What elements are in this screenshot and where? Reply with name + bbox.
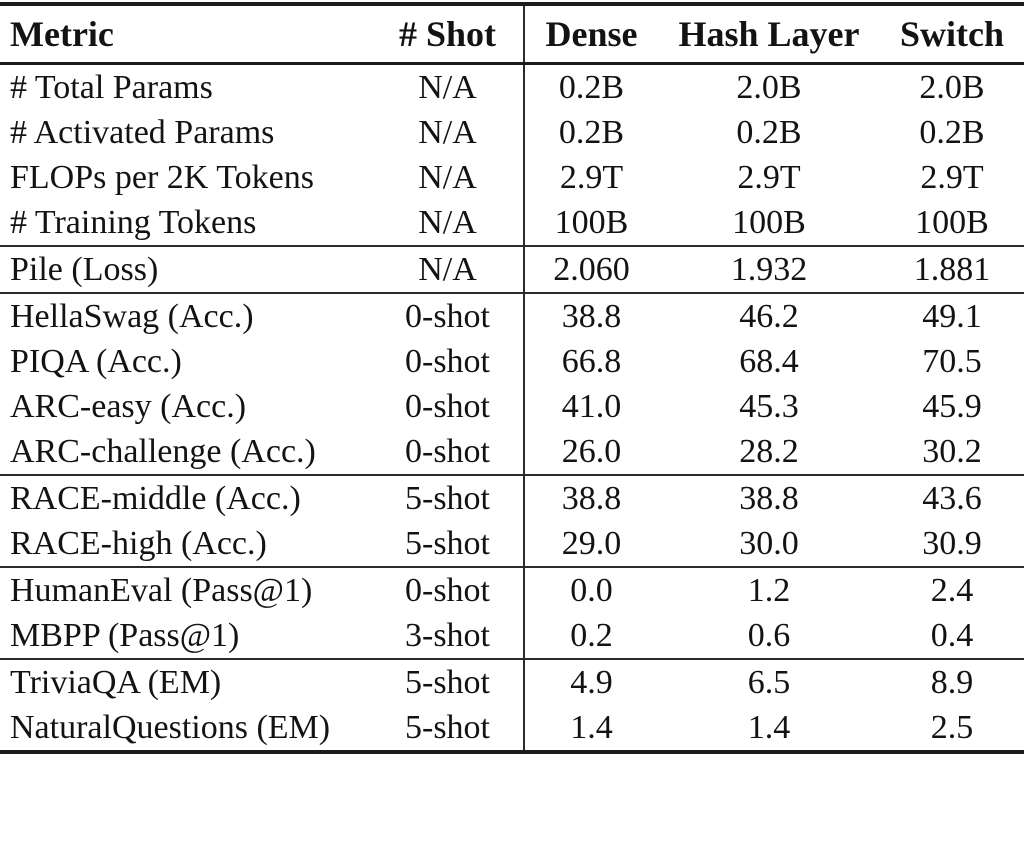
cell-hash-layer: 0.6 [747,617,791,654]
cell-shot: 5-shot [405,664,490,701]
cell-shot: 0-shot [405,433,490,470]
cell-dense: 41.0 [524,384,658,429]
table-row [0,64,1024,111]
cell-hash-layer: 1.2 [747,572,791,609]
cell-metric: FLOPs per 2K Tokens [10,159,314,196]
table-row [0,200,1024,246]
cell-hash-layer: 0.2B [736,114,802,151]
cell-metric: ARC-easy (Acc.) [10,388,247,425]
cell-switch: 8.9 [930,664,974,701]
table-row [0,155,1024,200]
cell-shot: 3-shot [405,617,490,654]
cell-hash-layer: 68.4 [739,343,799,380]
col-header-hash-layer: Hash Layer [678,14,860,54]
cell-dense: 38.8 [524,475,658,521]
cell-metric: NaturalQuestions (EM) [10,709,331,746]
table-row [0,475,1024,521]
cell-dense: 2.9T [524,155,658,200]
cell-metric: # Total Params [10,69,213,106]
section-commonsense-accuracy [0,293,1024,475]
cell-switch: 70.5 [922,343,982,380]
cell-dense: 66.8 [524,339,658,384]
cell-metric: MBPP (Pass@1) [10,617,240,654]
section-reading-comprehension [0,475,1024,567]
col-header-dense: Dense [524,4,658,64]
section-model-architecture [0,64,1024,247]
cell-metric: TriviaQA (EM) [10,664,222,701]
cell-shot: N/A [418,114,477,151]
cell-shot: N/A [418,69,477,106]
section-pretraining-loss [0,246,1024,293]
cell-hash-layer: 45.3 [739,388,799,425]
section-closed-book-qa [0,659,1024,752]
cell-shot: N/A [418,251,477,288]
table-row [0,521,1024,567]
cell-switch: 2.4 [930,572,974,609]
cell-metric: Pile (Loss) [10,251,159,288]
cell-metric: HumanEval (Pass@1) [10,572,313,609]
cell-switch: 0.4 [930,617,974,654]
cell-dense: 2.060 [524,246,658,293]
cell-shot: 0-shot [405,298,490,335]
table-row [0,110,1024,155]
cell-metric: RACE-middle (Acc.) [10,480,301,517]
cell-switch: 1.881 [913,251,991,288]
cell-hash-layer: 28.2 [739,433,799,470]
cell-hash-layer: 6.5 [747,664,791,701]
cell-hash-layer: 2.9T [737,159,801,196]
cell-metric: PIQA (Acc.) [10,343,182,380]
header-row [0,4,1024,64]
table-row [0,705,1024,752]
col-header-shot: # Shot [398,14,497,54]
results-table [0,2,1024,754]
table-row [0,339,1024,384]
cell-dense: 4.9 [524,659,658,705]
table-row [0,429,1024,475]
col-header-metric: Metric [10,14,114,54]
cell-switch: 2.0B [919,69,985,106]
cell-switch: 49.1 [922,298,982,335]
cell-switch: 30.9 [922,525,982,562]
cell-switch: 45.9 [922,388,982,425]
cell-shot: 5-shot [405,709,490,746]
cell-switch: 2.9T [920,159,984,196]
cell-hash-layer: 100B [732,204,806,241]
table-row [0,659,1024,705]
cell-shot: N/A [418,159,477,196]
cell-dense: 0.2B [524,64,658,111]
table-row [0,567,1024,613]
cell-metric: HellaSwag (Acc.) [10,298,254,335]
table-row [0,384,1024,429]
cell-hash-layer: 1.932 [730,251,808,288]
cell-switch: 100B [915,204,989,241]
cell-shot: N/A [418,204,477,241]
table-row [0,246,1024,293]
cell-metric: ARC-challenge (Acc.) [10,433,316,470]
cell-dense: 0.2 [524,613,658,659]
cell-dense: 26.0 [524,429,658,475]
cell-shot: 0-shot [405,572,490,609]
cell-hash-layer: 30.0 [739,525,799,562]
cell-hash-layer: 46.2 [739,298,799,335]
table-header [0,4,1024,64]
cell-shot: 0-shot [405,343,490,380]
cell-metric: # Activated Params [10,114,275,151]
cell-hash-layer: 38.8 [739,480,799,517]
cell-dense: 0.0 [524,567,658,613]
table-row [0,613,1024,659]
cell-shot: 0-shot [405,388,490,425]
cell-hash-layer: 2.0B [736,69,802,106]
cell-metric: # Training Tokens [10,204,257,241]
cell-switch: 43.6 [922,480,982,517]
cell-dense: 38.8 [524,293,658,339]
cell-dense: 0.2B [524,110,658,155]
cell-hash-layer: 1.4 [747,709,791,746]
col-header-switch: Switch [899,14,1004,54]
cell-switch: 2.5 [930,709,974,746]
cell-shot: 5-shot [405,480,490,517]
cell-dense: 29.0 [524,521,658,567]
section-code-generation [0,567,1024,659]
cell-dense: 1.4 [524,705,658,752]
cell-metric: RACE-high (Acc.) [10,525,267,562]
cell-shot: 5-shot [405,525,490,562]
table-row [0,293,1024,339]
cell-switch: 30.2 [922,433,982,470]
cell-dense: 100B [524,200,658,246]
cell-switch: 0.2B [919,114,985,151]
